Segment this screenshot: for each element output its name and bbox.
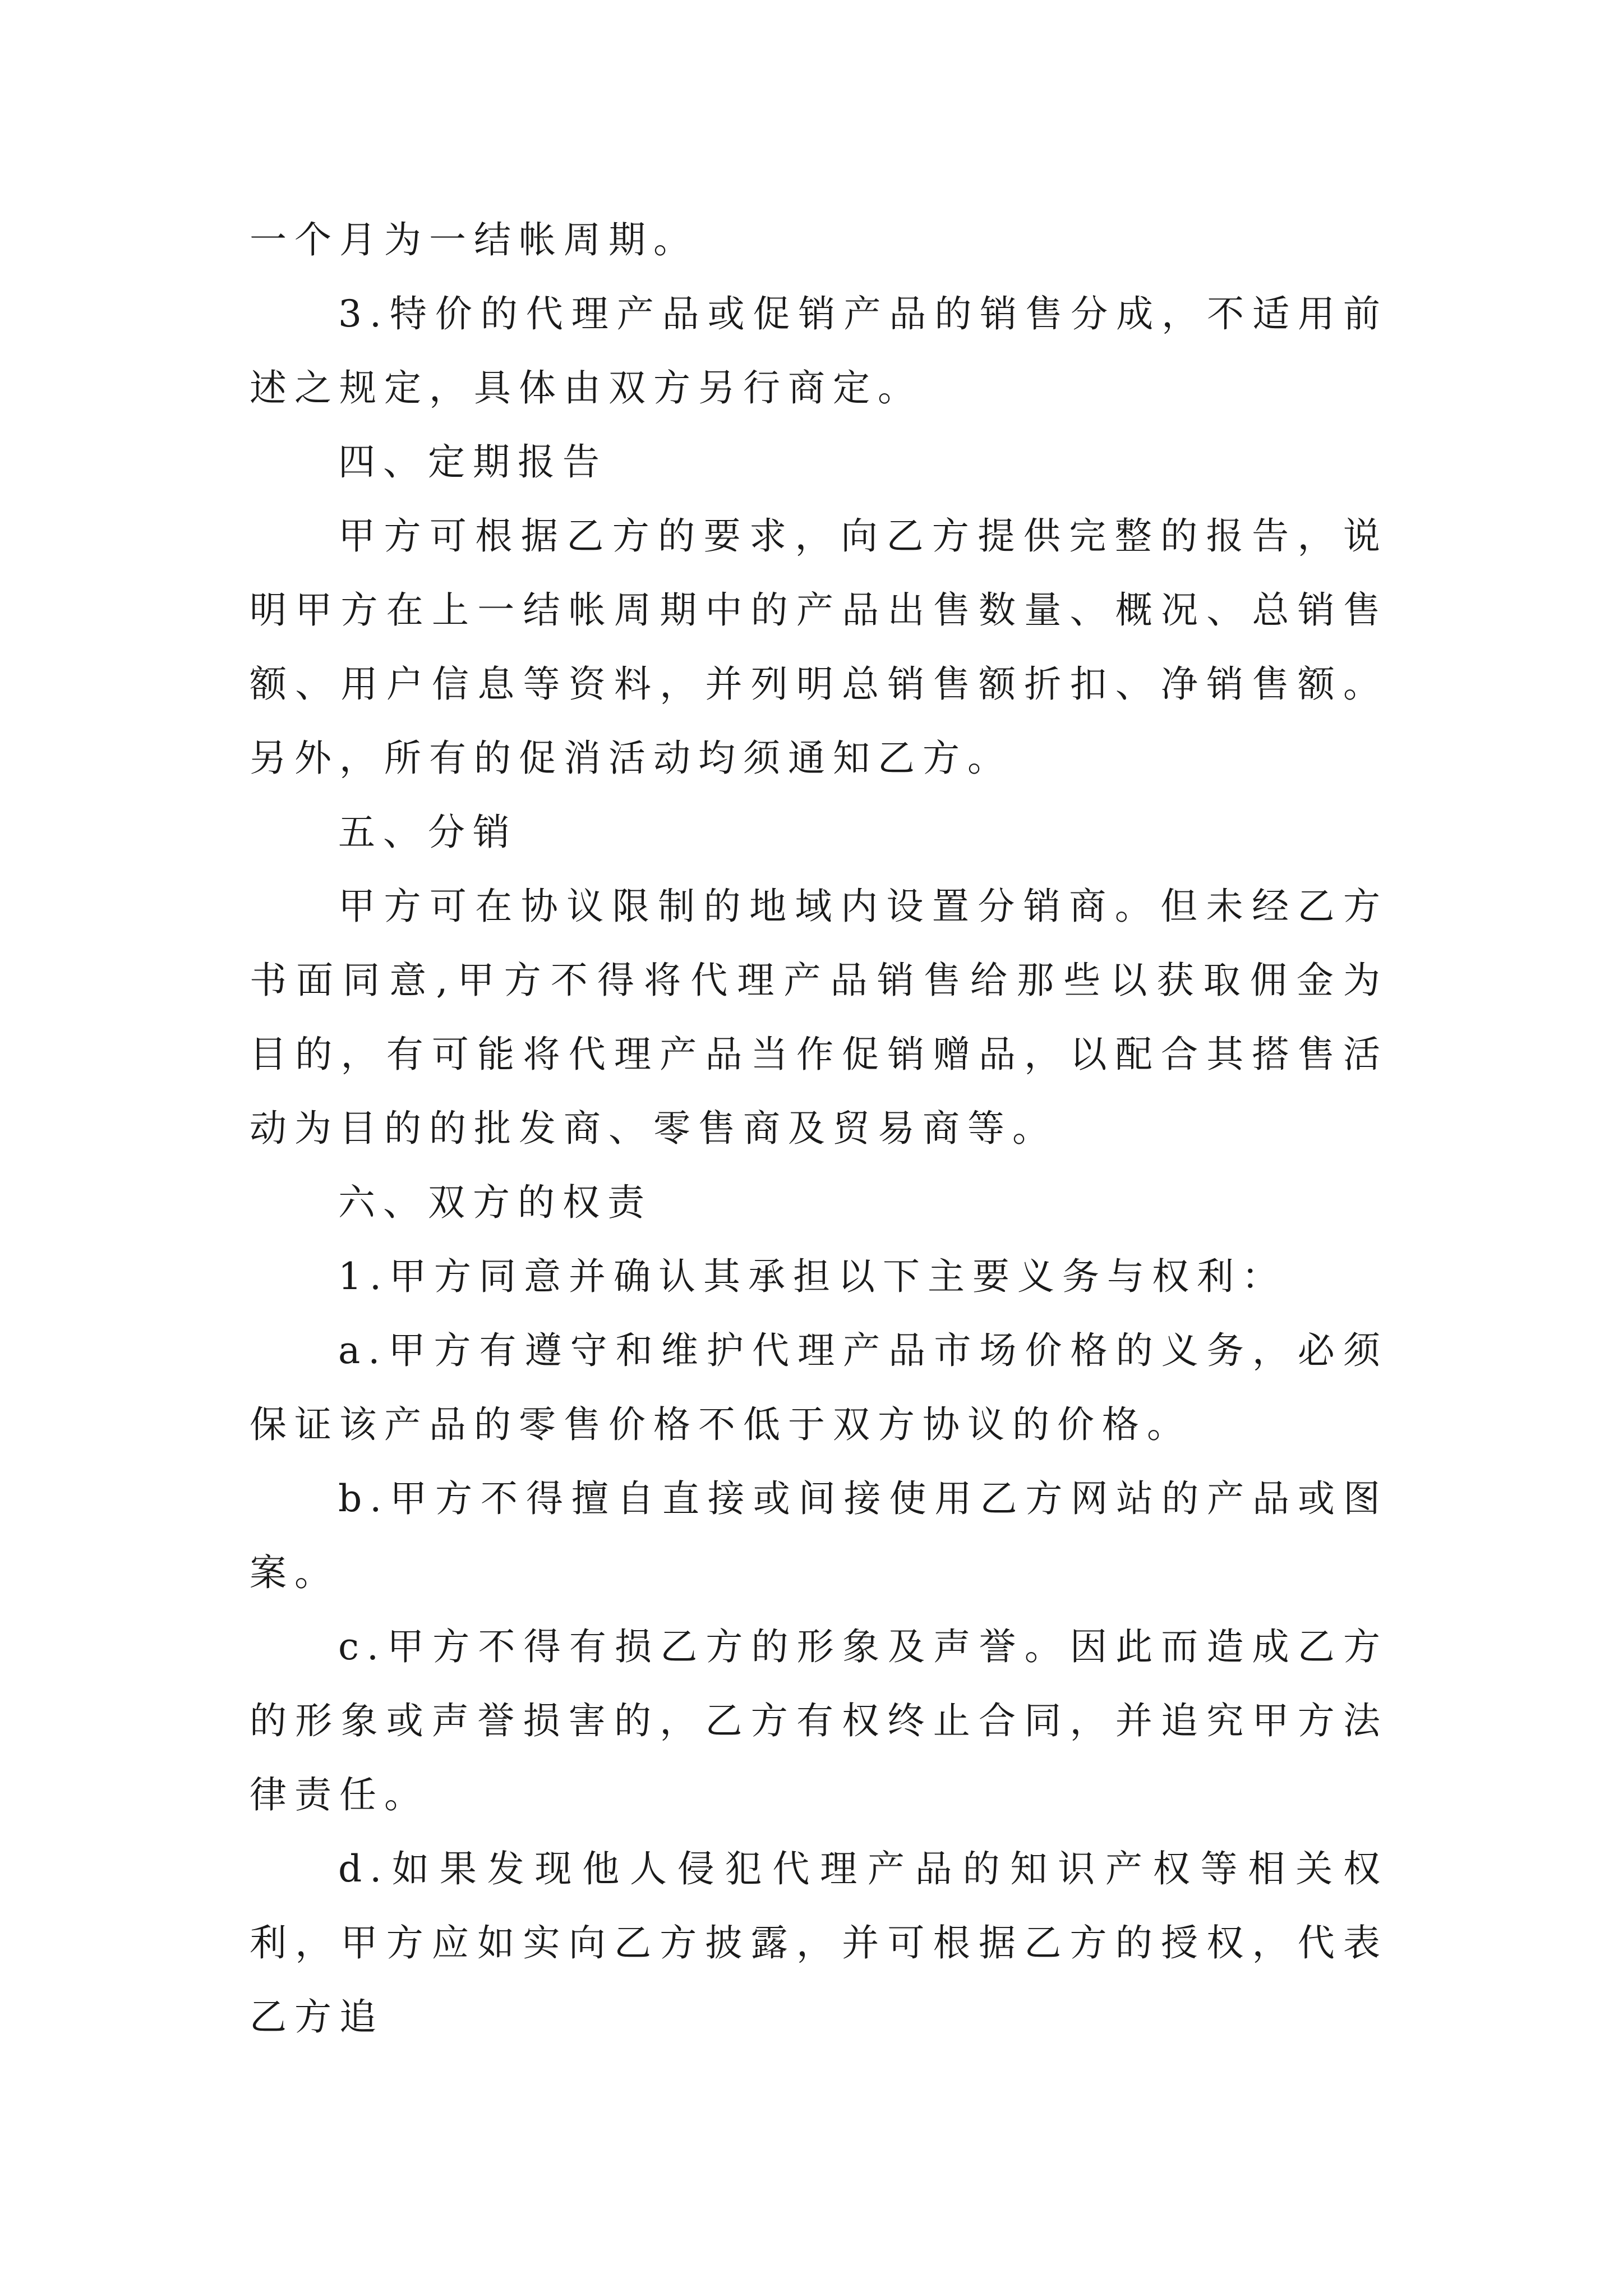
document-body <box>250 203 1388 2054</box>
clause-b-website-usage: b.甲方不得擅自直接或间接使用乙方网站的产品或图案。 <box>250 1477 1388 1594</box>
clause-a-pricing: a.甲方有遵守和维护代理产品市场价格的义务，必须保证该产品的零售价格不低于双方协议的价格。 <box>250 1329 1388 1446</box>
clause-c-reputation: c.甲方不得有损乙方的形象及声誉。因此而造成乙方的形象或声誉损害的，乙方有权终止合同，并追究甲方法律责任。 <box>250 1625 1388 1816</box>
section-heading-periodic-report: 四、定期报告 <box>338 440 607 484</box>
paragraph-periodic-report: 甲方可根据乙方的要求，向乙方提供完整的报告，说明甲方在上一结帐周期中的产品出售数量、概况、总销售额、用户信息等资料，并列明总销售额折扣、净销售额。另外，所有的促消活动均须通知乙方。 <box>250 514 1388 780</box>
paragraph-distribution: 甲方可在协议限制的地域内设置分销商。但未经乙方书面同意,甲方不得将代理产品销售给那些以获取佣金为目的，有可能将代理产品当作促销赠品，以配合其搭售活动为目的的批发商、零售商及贸易商等。 <box>250 885 1388 1150</box>
paragraph-party-a-obligations: 1.甲方同意并确认其承担以下主要义务与权利： <box>338 1255 1287 1298</box>
section-heading-rights-duties: 六、双方的权责 <box>338 1181 652 1224</box>
section-heading-distribution: 五、分销 <box>338 811 518 854</box>
clause-d-ip-infringement: d.如果发现他人侵犯代理产品的知识产权等相关权利，甲方应如实向乙方披露，并可根据乙方的授权，代表乙方追 <box>250 1847 1388 2039</box>
paragraph-special-price-clause: 3.特价的代理产品或促销产品的销售分成，不适用前述之规定，具体由双方另行商定。 <box>250 292 1388 409</box>
paragraph-settlement-period: 一个月为一结帐周期。 <box>250 218 698 261</box>
